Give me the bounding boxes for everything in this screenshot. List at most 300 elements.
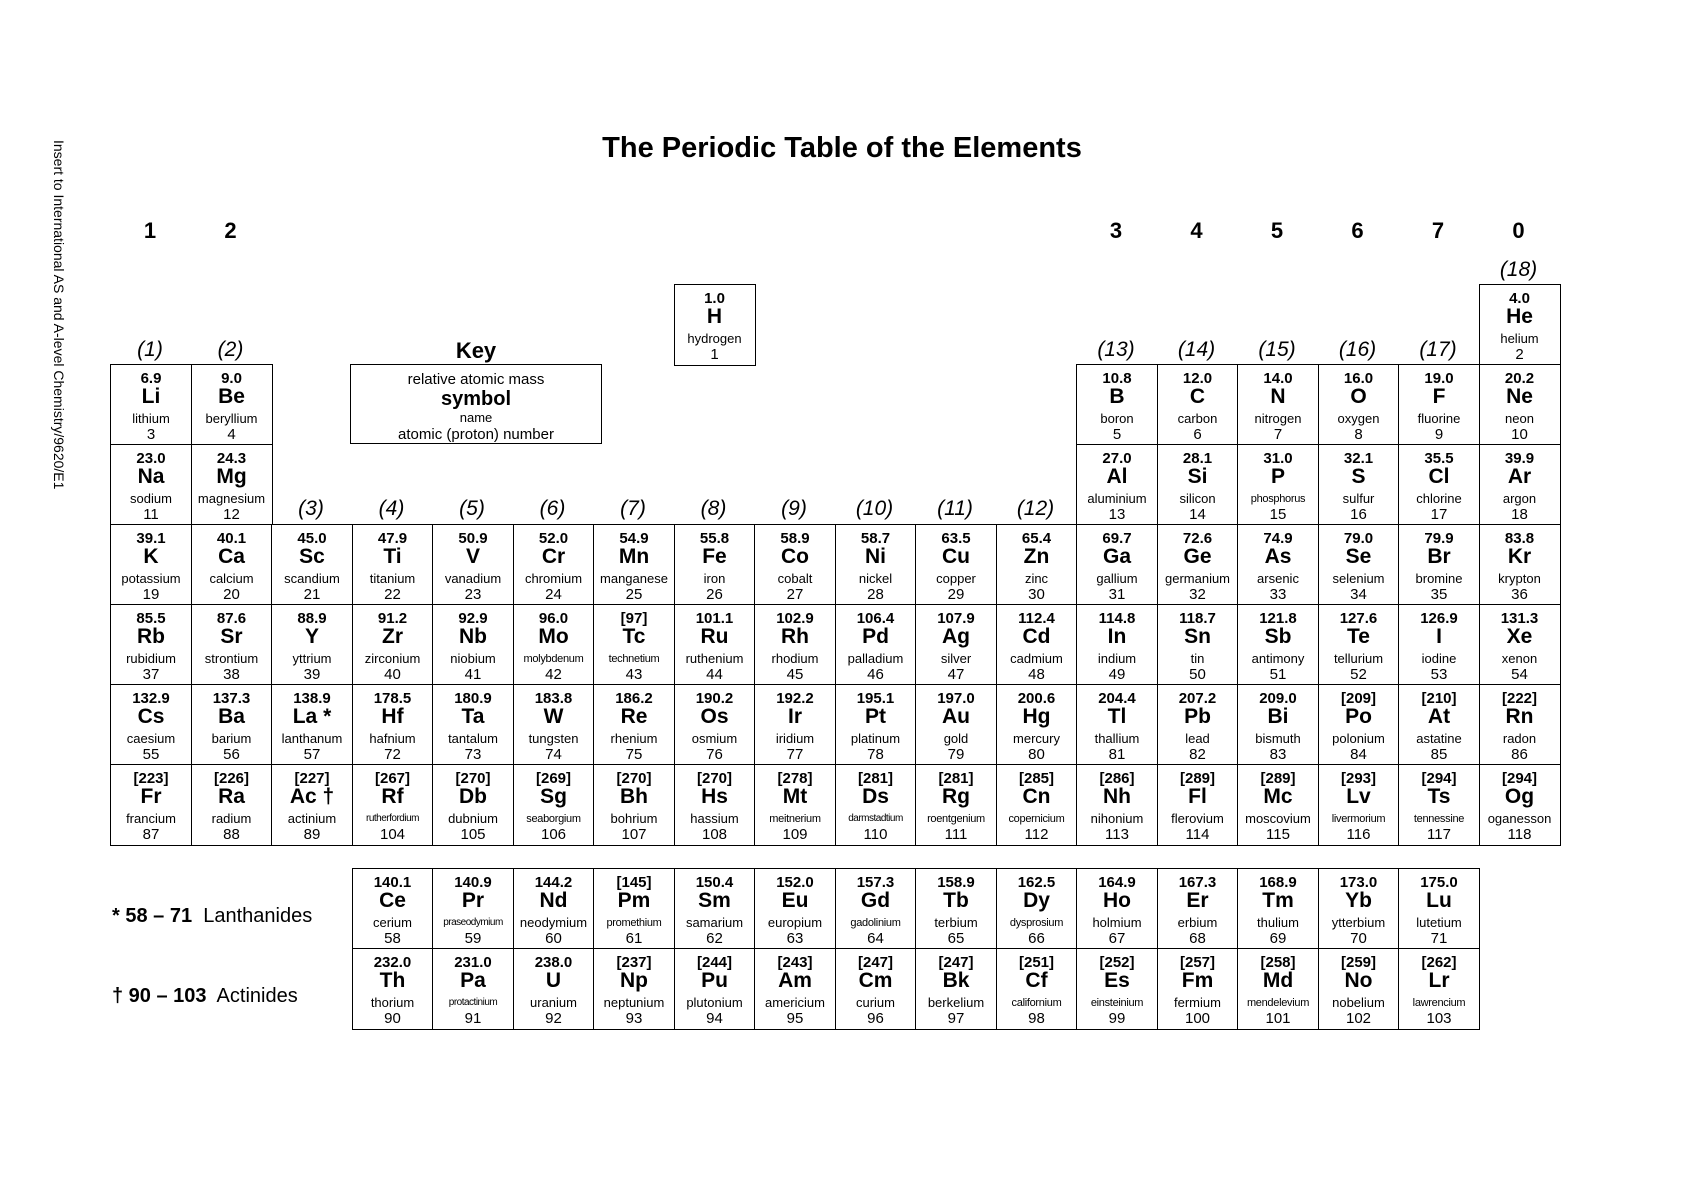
- element-atomic-number: 112: [1024, 826, 1049, 843]
- element-name: magnesium: [197, 491, 266, 506]
- element-atomic-number: 80: [1028, 746, 1045, 763]
- group-number: 3: [1109, 218, 1123, 243]
- element-atomic-number: 24: [545, 586, 562, 603]
- element-cell-rh: [754, 604, 836, 686]
- element-atomic-number: 11: [143, 506, 159, 523]
- element-name: iron: [703, 571, 726, 586]
- element-name: indium: [1097, 651, 1137, 666]
- element-symbol: Rn: [1505, 705, 1534, 728]
- element-cell-ge: [1157, 524, 1239, 606]
- element-name: scandium: [284, 571, 340, 586]
- element-mass: 158.9: [937, 874, 975, 891]
- element-symbol: Pt: [865, 705, 886, 728]
- element-atomic-number: 40: [384, 666, 401, 683]
- element-symbol: H: [706, 305, 723, 328]
- element-mass: 107.9: [937, 610, 975, 627]
- element-mass: 164.9: [1098, 874, 1136, 891]
- element-atomic-number: 54: [1511, 666, 1528, 683]
- element-name: arsenic: [1257, 571, 1299, 586]
- element-name: darmstadtium: [848, 813, 903, 824]
- element-name: ruthenium: [685, 651, 744, 666]
- element-atomic-number: 18: [1511, 506, 1528, 523]
- element-name: holmium: [1092, 915, 1142, 930]
- element-cell-u: [513, 948, 595, 1030]
- element-symbol: Ni: [865, 545, 886, 568]
- element-symbol: Nd: [539, 889, 568, 912]
- element-symbol: Ds: [862, 785, 889, 808]
- element-atomic-number: 21: [303, 586, 321, 603]
- element-atomic-number: 61: [625, 930, 643, 947]
- element-symbol: Cm: [858, 969, 893, 992]
- element-atomic-number: 86: [1511, 746, 1528, 763]
- element-symbol: Bi: [1267, 705, 1289, 728]
- element-symbol: Sg: [540, 785, 567, 808]
- element-name: helium: [1500, 331, 1539, 346]
- element-mass: 28.1: [1182, 450, 1213, 467]
- element-name: lithium: [132, 411, 170, 426]
- element-name: chromium: [524, 571, 583, 586]
- element-atomic-number: 53: [1430, 666, 1448, 683]
- element-cell-ta: [432, 684, 514, 766]
- element-symbol: Nb: [459, 625, 487, 648]
- key-number-label: atomic (proton) number: [398, 426, 554, 443]
- element-mass: 85.5: [136, 610, 166, 627]
- element-cell-nh: [1076, 764, 1158, 846]
- element-atomic-number: 81: [1108, 746, 1126, 763]
- element-cell-pr: [432, 868, 514, 950]
- element-name: osmium: [691, 731, 738, 746]
- iupac-group-label: (14): [1177, 338, 1216, 361]
- element-name: manganese: [600, 571, 668, 586]
- element-atomic-number: 102: [1345, 1010, 1372, 1027]
- element-mass: 102.9: [776, 610, 814, 627]
- element-symbol: Lr: [1428, 969, 1450, 992]
- element-symbol: Sb: [1264, 625, 1292, 648]
- element-mass: 118.7: [1179, 610, 1216, 627]
- element-name: hafnium: [369, 731, 416, 746]
- element-atomic-number: 87: [142, 826, 160, 843]
- element-symbol: As: [1264, 545, 1292, 568]
- element-atomic-number: 90: [384, 1010, 401, 1027]
- element-symbol: Pd: [862, 625, 889, 648]
- element-atomic-number: 78: [867, 746, 884, 763]
- element-name: bismuth: [1255, 731, 1301, 746]
- element-symbol: Hg: [1022, 705, 1051, 728]
- element-name: flerovium: [1171, 811, 1224, 826]
- element-mass: 91.2: [377, 610, 408, 627]
- element-atomic-number: 70: [1350, 930, 1367, 947]
- group-number: 2: [224, 218, 237, 243]
- element-symbol: Ho: [1103, 889, 1131, 912]
- element-symbol: Ga: [1102, 545, 1131, 568]
- element-mass: 195.1: [856, 690, 895, 707]
- element-symbol: Cn: [1022, 785, 1051, 808]
- element-cell-sm: [674, 868, 756, 950]
- element-mass: 144.2: [534, 874, 573, 891]
- element-name: sulfur: [1342, 491, 1375, 506]
- element-name: copernicium: [1008, 813, 1065, 825]
- element-atomic-number: 34: [1350, 586, 1367, 603]
- element-cell-lu: [1398, 868, 1480, 950]
- element-cell-tl: [1076, 684, 1158, 766]
- element-cell-br: [1398, 524, 1480, 606]
- element-cell-er: [1157, 868, 1239, 950]
- element-cell-ag: [915, 604, 997, 686]
- element-mass: [209]: [1340, 690, 1377, 707]
- element-mass: 152.0: [776, 874, 814, 891]
- element-mass: 19.0: [1424, 370, 1454, 387]
- element-name: silver: [940, 651, 972, 666]
- element-name: fermium: [1174, 995, 1221, 1010]
- element-name: radium: [211, 811, 252, 826]
- element-symbol: Sr: [220, 625, 243, 648]
- element-mass: [223]: [133, 770, 169, 787]
- element-symbol: Tc: [622, 625, 646, 648]
- element-symbol: Rf: [381, 785, 404, 808]
- element-symbol: Kr: [1507, 545, 1532, 568]
- element-atomic-number: 15: [1269, 506, 1287, 523]
- key-title: Key: [455, 338, 497, 363]
- element-symbol: Gd: [860, 889, 891, 912]
- element-name: caesium: [126, 731, 176, 746]
- element-atomic-number: 47: [947, 666, 965, 683]
- element-mass: 112.4: [1018, 610, 1055, 627]
- element-symbol: Se: [1345, 545, 1372, 568]
- iupac-group-label: (4): [378, 497, 405, 520]
- element-mass: [294]: [1501, 770, 1538, 787]
- element-name: radon: [1502, 731, 1537, 746]
- element-mass: 63.5: [941, 530, 971, 547]
- element-atomic-number: 113: [1105, 826, 1129, 843]
- element-mass: [210]: [1421, 690, 1457, 707]
- element-name: americium: [765, 995, 825, 1010]
- element-name: cobalt: [777, 571, 813, 586]
- element-cell-bi: [1237, 684, 1319, 766]
- element-atomic-number: 12: [223, 506, 240, 523]
- element-mass: [286]: [1099, 770, 1135, 787]
- element-atomic-number: 6: [1193, 426, 1202, 443]
- element-symbol: Te: [1347, 625, 1370, 648]
- element-atomic-number: 29: [947, 586, 965, 603]
- element-name: rhenium: [610, 731, 658, 746]
- element-cell-xe: [1479, 604, 1561, 686]
- element-mass: 162.5: [1017, 874, 1056, 891]
- element-name: iridium: [775, 731, 815, 746]
- element-name: dysprosium: [1009, 917, 1064, 929]
- element-mass: [270]: [455, 770, 491, 787]
- element-mass: [269]: [535, 770, 572, 787]
- actinides-name: Actinides: [216, 985, 298, 1007]
- element-symbol: Tm: [1262, 889, 1294, 912]
- element-name: nitrogen: [1254, 411, 1302, 426]
- element-atomic-number: 49: [1108, 666, 1126, 683]
- element-symbol: Ti: [383, 545, 402, 568]
- element-name: tellurium: [1333, 651, 1384, 666]
- element-mass: 45.0: [297, 530, 327, 547]
- element-cell-v: [432, 524, 514, 606]
- element-name: tennessine: [1413, 813, 1465, 825]
- element-atomic-number: 39: [303, 666, 321, 683]
- element-symbol: He: [1506, 305, 1533, 328]
- element-cell-ni: [835, 524, 917, 606]
- element-name: zinc: [1024, 571, 1049, 586]
- element-cell-rb: [110, 604, 192, 686]
- element-atomic-number: 31: [1108, 586, 1126, 603]
- element-mass: 192.2: [776, 690, 814, 707]
- element-mass: 31.0: [1263, 450, 1293, 467]
- element-atomic-number: 82: [1189, 746, 1206, 763]
- element-cell-fe: [674, 524, 756, 606]
- element-cell-f: [1398, 364, 1480, 446]
- element-symbol: K: [143, 545, 159, 568]
- element-symbol: Bh: [620, 785, 648, 808]
- element-atomic-number: 89: [303, 826, 321, 843]
- element-mass: 87.6: [216, 610, 247, 627]
- element-cell-h: [674, 284, 756, 366]
- element-name: selenium: [1332, 571, 1385, 586]
- iupac-group-label: (5): [459, 497, 485, 520]
- element-symbol: Nh: [1103, 785, 1131, 808]
- element-name: actinium: [287, 811, 337, 826]
- element-mass: 6.9: [140, 370, 162, 387]
- element-mass: 39.1: [136, 530, 166, 547]
- element-cell-nd: [513, 868, 595, 950]
- element-symbol: Sc: [299, 545, 325, 568]
- element-atomic-number: 91: [464, 1010, 482, 1027]
- element-symbol: La *: [292, 705, 332, 728]
- element-name: seaborgium: [526, 813, 581, 825]
- element-name: praseodymium: [443, 917, 503, 928]
- element-name: mercury: [1013, 731, 1060, 746]
- element-atomic-number: 62: [706, 930, 723, 947]
- element-name: xenon: [1501, 651, 1538, 666]
- element-cell-os: [674, 684, 756, 766]
- element-atomic-number: 1: [710, 346, 719, 363]
- element-cell-fr: [110, 764, 192, 846]
- element-cell-zn: [996, 524, 1078, 606]
- element-atomic-number: 63: [786, 930, 804, 947]
- element-atomic-number: 74: [545, 746, 562, 763]
- element-symbol: Mt: [782, 785, 808, 808]
- element-atomic-number: 58: [384, 930, 401, 947]
- element-atomic-number: 37: [142, 666, 160, 683]
- element-name: europium: [767, 915, 823, 930]
- element-symbol: Pu: [701, 969, 728, 992]
- element-atomic-number: 17: [1430, 506, 1448, 523]
- side-caption: Insert to International AS and A-level Chemistry/9620/E1: [51, 140, 67, 490]
- element-mass: 180.9: [454, 690, 492, 707]
- element-symbol: Cd: [1022, 625, 1051, 648]
- element-name: krypton: [1498, 571, 1541, 586]
- element-atomic-number: 67: [1108, 930, 1126, 947]
- lanthanides-label: [112, 905, 312, 928]
- element-mass: 12.0: [1182, 370, 1213, 387]
- element-mass: 168.9: [1259, 874, 1297, 891]
- element-symbol: Cu: [942, 545, 970, 568]
- element-name: promethium: [606, 917, 662, 929]
- element-name: thorium: [370, 995, 415, 1010]
- element-cell-mg: [191, 444, 273, 526]
- element-name: aluminium: [1087, 491, 1147, 506]
- element-name: tantalum: [448, 731, 498, 746]
- lanthanides-range: * 58 – 71: [112, 905, 193, 927]
- element-cell-cn: [996, 764, 1078, 846]
- element-atomic-number: 76: [706, 746, 723, 763]
- actinides-range: † 90 – 103: [112, 985, 207, 1007]
- element-atomic-number: 3: [146, 426, 156, 443]
- iupac-group-label: (3): [298, 497, 324, 520]
- element-name: moscovium: [1245, 811, 1311, 826]
- element-mass: [252]: [1099, 954, 1135, 971]
- element-atomic-number: 94: [706, 1010, 723, 1027]
- element-symbol: Cl: [1428, 465, 1450, 488]
- element-symbol: Os: [700, 705, 729, 728]
- element-name: carbon: [1177, 411, 1218, 426]
- element-atomic-number: 98: [1028, 1010, 1045, 1027]
- element-cell-gd: [835, 868, 917, 950]
- page-title: The Periodic Table of the Elements: [602, 132, 1082, 164]
- element-mass: 140.9: [454, 874, 492, 891]
- element-mass: 121.8: [1259, 610, 1297, 627]
- key-box: [350, 364, 602, 444]
- element-symbol: I: [1436, 625, 1442, 648]
- lanthanides-name: Lanthanides: [203, 905, 313, 927]
- element-symbol: Mo: [538, 625, 569, 648]
- element-name: strontium: [204, 651, 259, 666]
- element-name: neodymium: [519, 915, 588, 930]
- element-mass: 200.6: [1017, 690, 1056, 707]
- element-symbol: Re: [620, 705, 648, 728]
- element-mass: 20.2: [1504, 370, 1535, 387]
- element-mass: [145]: [616, 874, 652, 891]
- iupac-group-label: (1): [137, 338, 163, 361]
- element-atomic-number: 72: [384, 746, 401, 763]
- iupac-group-label: (18): [1499, 258, 1538, 281]
- element-mass: [227]: [294, 770, 330, 787]
- element-cell-kr: [1479, 524, 1561, 606]
- element-mass: 88.9: [297, 610, 327, 627]
- element-atomic-number: 7: [1273, 426, 1283, 443]
- element-mass: 173.0: [1339, 874, 1378, 891]
- element-atomic-number: 68: [1189, 930, 1206, 947]
- element-symbol: Np: [620, 969, 648, 992]
- element-mass: 32.1: [1343, 450, 1374, 467]
- element-cell-tm: [1237, 868, 1319, 950]
- element-atomic-number: 55: [142, 746, 160, 763]
- element-name: livermorium: [1331, 813, 1386, 825]
- element-mass: 157.3: [856, 874, 895, 891]
- element-mass: 186.2: [615, 690, 653, 707]
- element-atomic-number: 93: [625, 1010, 643, 1027]
- element-mass: 74.9: [1263, 530, 1293, 547]
- element-name: neptunium: [603, 995, 665, 1010]
- element-cell-zr: [352, 604, 434, 686]
- element-cell-na: [110, 444, 192, 526]
- element-atomic-number: 84: [1350, 746, 1367, 763]
- element-cell-ne: [1479, 364, 1561, 446]
- element-atomic-number: 71: [1430, 930, 1448, 947]
- element-mass: 238.0: [534, 954, 573, 971]
- element-symbol: Cr: [541, 545, 566, 568]
- element-cell-bk: [915, 948, 997, 1030]
- group-number: 5: [1270, 218, 1284, 243]
- element-name: meitnerium: [769, 813, 821, 825]
- element-atomic-number: 22: [384, 586, 401, 603]
- element-symbol: Mn: [618, 545, 650, 568]
- element-atomic-number: 118: [1507, 826, 1532, 843]
- element-symbol: Og: [1504, 785, 1535, 808]
- element-cell-al: [1076, 444, 1158, 526]
- element-name: hassium: [690, 811, 739, 826]
- element-symbol: F: [1432, 385, 1446, 408]
- element-cell-in: [1076, 604, 1158, 686]
- element-cell-mn: [593, 524, 675, 606]
- element-symbol: Ge: [1183, 545, 1212, 568]
- element-mass: [222]: [1501, 690, 1538, 707]
- element-name: erbium: [1177, 915, 1218, 930]
- element-symbol: Eu: [781, 889, 809, 912]
- element-name: francium: [126, 811, 176, 826]
- element-cell-pt: [835, 684, 917, 766]
- element-atomic-number: 30: [1028, 586, 1045, 603]
- element-cell-y: [271, 604, 353, 686]
- element-name: terbium: [934, 915, 978, 930]
- iupac-group-label: (13): [1097, 338, 1135, 361]
- element-symbol: Hs: [701, 785, 728, 808]
- element-cell-sg: [513, 764, 595, 846]
- element-cell-cr: [513, 524, 595, 606]
- element-cell-md: [1237, 948, 1319, 1030]
- element-name: cadmium: [1010, 651, 1063, 666]
- element-atomic-number: 25: [625, 586, 643, 603]
- element-mass: [251]: [1018, 954, 1055, 971]
- element-symbol: B: [1109, 385, 1125, 408]
- element-cell-rn: [1479, 684, 1561, 766]
- element-mass: 40.1: [216, 530, 247, 547]
- element-cell-sb: [1237, 604, 1319, 686]
- element-name: fluorine: [1417, 411, 1461, 426]
- element-symbol: Xe: [1506, 625, 1533, 648]
- element-mass: 183.8: [534, 690, 573, 707]
- element-symbol: Am: [778, 969, 812, 992]
- iupac-group-label: (12): [1016, 497, 1055, 520]
- element-cell-rg: [915, 764, 997, 846]
- element-cell-co: [754, 524, 836, 606]
- element-mass: [289]: [1260, 770, 1296, 787]
- element-atomic-number: 42: [545, 666, 562, 683]
- element-name: cerium: [372, 915, 412, 930]
- element-cell-fl: [1157, 764, 1239, 846]
- element-cell-no: [1318, 948, 1400, 1030]
- element-name: neon: [1505, 411, 1534, 426]
- element-mass: 65.4: [1021, 530, 1052, 547]
- element-mass: 101.1: [695, 610, 734, 627]
- element-name: curium: [855, 995, 895, 1010]
- element-atomic-number: 66: [1028, 930, 1045, 947]
- element-mass: 175.0: [1420, 874, 1458, 891]
- element-cell-ru: [674, 604, 756, 686]
- element-mass: 204.4: [1098, 690, 1136, 707]
- element-mass: [258]: [1260, 954, 1296, 971]
- element-symbol: Ta: [461, 705, 485, 728]
- element-atomic-number: 99: [1108, 1010, 1126, 1027]
- element-mass: [270]: [616, 770, 652, 787]
- element-name: einsteinium: [1090, 997, 1144, 1009]
- element-cell-nb: [432, 604, 514, 686]
- element-name: astatine: [1416, 731, 1462, 746]
- element-symbol: Yb: [1345, 889, 1372, 912]
- iupac-group-label: (16): [1338, 338, 1377, 361]
